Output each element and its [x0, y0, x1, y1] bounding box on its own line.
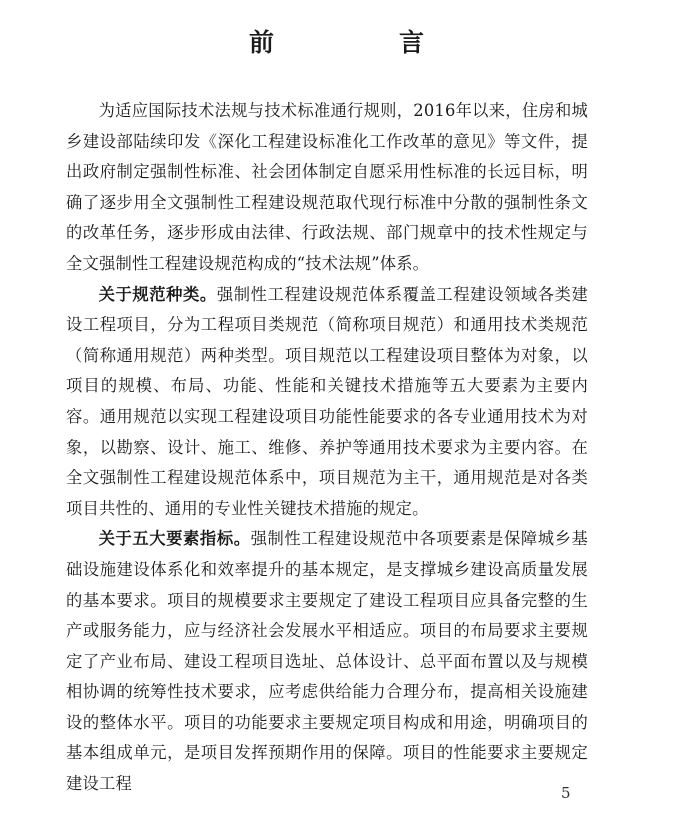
- paragraph-intro: [66, 96, 588, 280]
- paragraph-text: 强制性工程建设规范体系覆盖工程建设领域各类建设工程项目，分为工程项目类规范（简称项目规范）和通用技术类规范（简称通用规范）两种类型。项目规范以工程建设项目整体为对象，以项目的规模、布局、功能、性能和关键技术措施等五大要素为主要内容。通用规范以实现工程建设项目功能性能要求的各专业通用技术为对象，以勘察、设计、施工、维修、养护等通用技术要求为主要内容。在全文强制性工程建设规范体系中，项目规范为主干，通用规范是对各类项目共性的、通用的专业性关键技术措施的规定。: [66, 284, 588, 518]
- paragraph-text: 强制性工程建设规范中各项要素是保障城乡基础设施建设体系化和效率提升的基本规定，是支撑城乡建设高质量发展的基本要求。项目的规模要求主要规定了建设工程项目应具备完整的生产或服务能力，应与经济社会发展水平相适应。项目的布局要求主要规定了产业布局、建设工程项目选址、总体设计、总平面布置以及与规模相协调的统筹性技术要求，应考虑供给能力合理分布，提高相关设施建设的整体水平。项目的功能要求主要规定项目构成和用途，明确项目的基本组成单元，是项目发挥预期作用的保障。项目的性能要求主要规定建设工程: [66, 529, 588, 794]
- paragraph-lead: 关于规范种类。: [98, 284, 217, 304]
- page-title: 前 言: [248, 28, 474, 57]
- page-number: 5: [561, 784, 571, 802]
- paragraph-five-elements: [66, 524, 588, 799]
- body-text: [66, 96, 588, 800]
- paragraph-text: 为适应国际技术法规与技术标准通行规则，2016年以来，住房和城乡建设部陆续印发《深化工程建设标准化工作改革的意见》等文件，提出政府制定强制性标准、社会团体制定自愿采用性标准的长远目标，明确了逐步用全文强制性工程建设规范取代现行标准中分散的强制性条文的改革任务，逐步形成由法律、行政法规、部门规章中的技术性规定与全文强制性工程建设规范构成的“技术法规”体系。: [66, 101, 588, 273]
- paragraph-lead: 关于五大要素指标。: [98, 529, 251, 549]
- paragraph-spec-types: [66, 280, 588, 525]
